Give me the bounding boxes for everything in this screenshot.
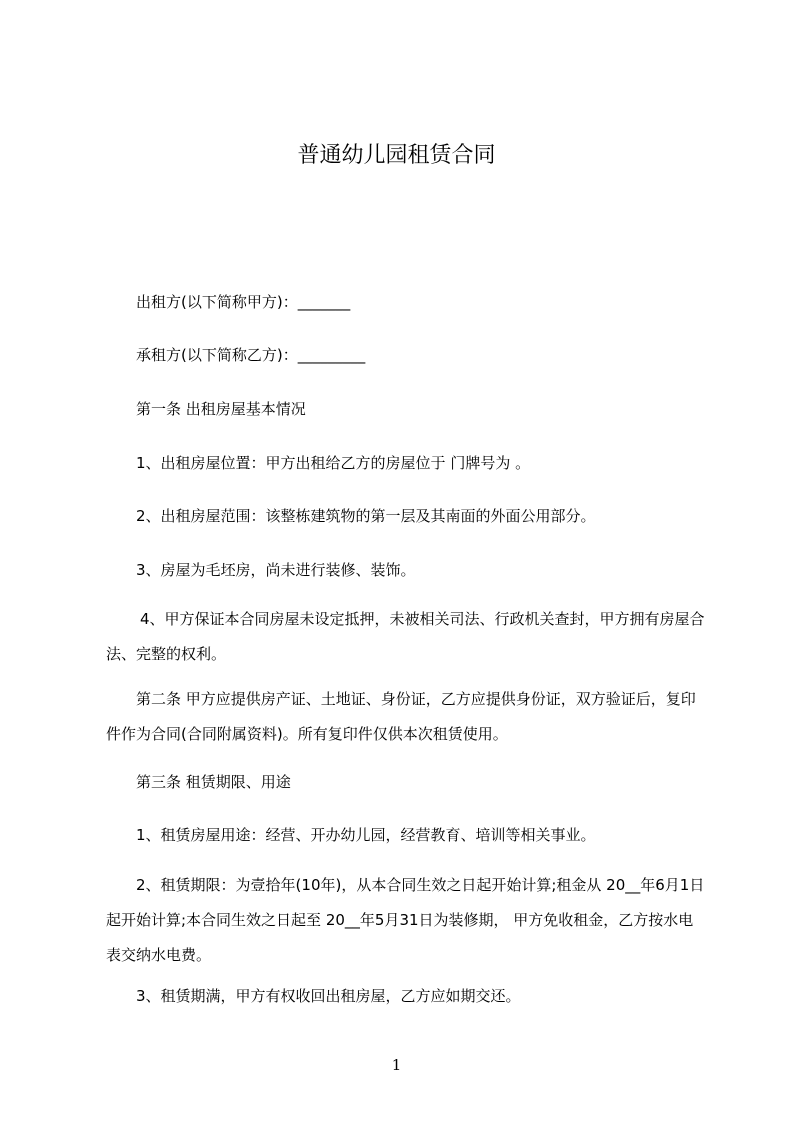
article1-item2: 2、出租房屋范围：该整栋建筑物的第一层及其南面的外面公用部分。 (136, 507, 596, 525)
article2-paragraph: 第二条 甲方应提供房产证、土地证、身份证，乙方应提供身份证，双方验证后，复印件作为合同(合同附属资料)。所有复印件仅供本次租赁使用。 (106, 690, 696, 743)
article3-item2: 2、租赁期限：为壹拾年(10年)，从本合同生效之日起开始计算;租金从 20__年6月1日起开始计算;本合同生效之日起至 20__年5月31日为装修期， 甲方免收租金，乙方按水电表交纳水电费。 (106, 876, 705, 964)
article1-item1: 1、出租房屋位置：甲方出租给乙方的房屋位于 门牌号为 。 (136, 454, 531, 472)
document-title: 普通幼儿园租赁合同 (297, 143, 496, 168)
page-number: 1 (391, 1056, 402, 1074)
lessor-line: 出租方(以下简称甲方)：_______ (136, 293, 351, 311)
article1-heading: 第一条 出租房屋基本情况 (136, 400, 306, 418)
article3-item1: 1、租赁房屋用途：经营、开办幼儿园，经营教育、培训等相关事业。 (136, 826, 596, 844)
article3-heading: 第三条 租赁期限、用途 (136, 773, 291, 791)
lessee-line: 承租方(以下简称乙方)：_________ (136, 346, 366, 364)
article3-item3: 3、租赁期满，甲方有权收回出租房屋，乙方应如期交还。 (136, 987, 521, 1005)
article1-item3: 3、房屋为毛坯房，尚未进行装修、装饰。 (136, 561, 416, 579)
article1-item4: 4、甲方保证本合同房屋未设定抵押，未被相关司法、行政机关查封，甲方拥有房屋合法、完整的权利。 (106, 610, 705, 663)
